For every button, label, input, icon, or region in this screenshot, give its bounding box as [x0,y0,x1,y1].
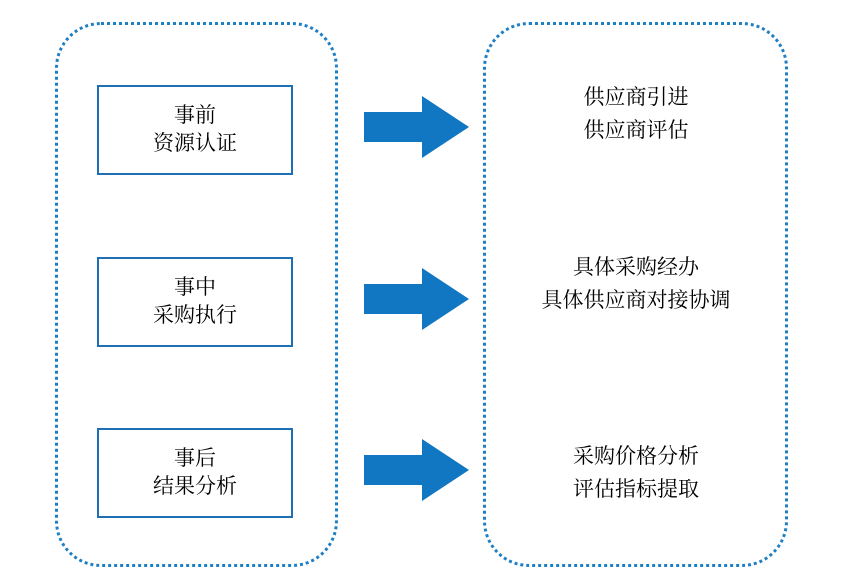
stage-box-post-line-2: 结果分析 [153,475,237,498]
detail-group-during [500,252,772,317]
stage-box-post-line-1: 事后 [174,446,216,470]
detail-post-line-2: 评估指标提取 [573,477,699,501]
detail-pre-line-1: 供应商引进 [583,86,689,109]
stage-box-pre-line-2: 资源认证 [153,132,237,155]
detail-group-post [500,441,772,506]
stage-box-during [97,257,293,347]
arrow-right-icon-3 [364,439,469,501]
stage-box-during-line-1: 事中 [174,275,216,299]
detail-during-line-1: 具体采购经办 [573,256,699,279]
detail-post-line-1: 采购价格分析 [573,445,699,468]
detail-pre-line-2: 供应商评估 [583,118,689,142]
detail-during-line-2: 具体供应商对接协调 [541,288,731,312]
arrow-right-icon-2 [364,268,469,330]
arrow-right-icon-1 [364,96,469,158]
detail-group-pre [500,82,772,147]
stage-box-post [97,428,293,518]
stage-box-pre [97,85,293,175]
stage-box-during-line-2: 采购执行 [153,304,237,327]
stage-box-pre-line-1: 事前 [174,103,216,127]
